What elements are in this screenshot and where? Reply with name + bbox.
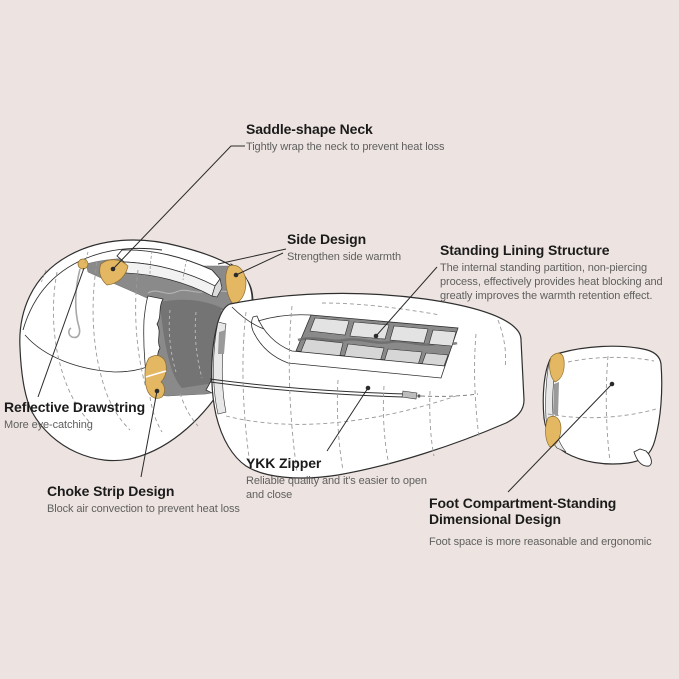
sleeping-bag-body-section [210,293,524,478]
drawstring-toggle [78,259,88,269]
annotation-foot-compartment [429,495,652,549]
annotation-description: Strengthen side warmth [287,251,401,264]
annotation-title: Foot Compartment-Standing Dimensional Design [429,495,617,528]
annotation-title: Reflective Drawstring [4,399,146,415]
annotation-description: Foot space is more reasonable and ergonomic [429,536,652,549]
annotation-saddle-neck [246,121,444,154]
leader-side-design-near [236,253,283,275]
annotation-description: Tightly wrap the neck to prevent heat loss [246,141,445,154]
annotation-title: Choke Strip Design [47,483,175,499]
annotation-standing-lining [440,242,679,303]
annotation-choke-strip [47,483,240,516]
annotation-description: Block air convection to prevent heat loss [47,503,240,516]
annotation-side-design [287,231,401,264]
annotation-title: Standing Lining Structure [440,242,610,258]
annotation-ykk-zipper [246,455,428,502]
annotation-title: Side Design [287,231,367,247]
annotation-description: The internal standing partition, non-piercing process, effectively provides heat blocking and greatly improves the warmth retention effect. [440,262,663,303]
annotation-title: Saddle-shape Neck [246,121,373,137]
annotation-description: More eye-catching [4,419,93,432]
annotation-reflective-drawstring [4,399,145,432]
annotation-description: Reliable quality and it's easier to open and close [246,475,427,502]
sleeping-bag-foot-section [543,346,662,466]
annotation-title: YKK Zipper [246,455,322,471]
